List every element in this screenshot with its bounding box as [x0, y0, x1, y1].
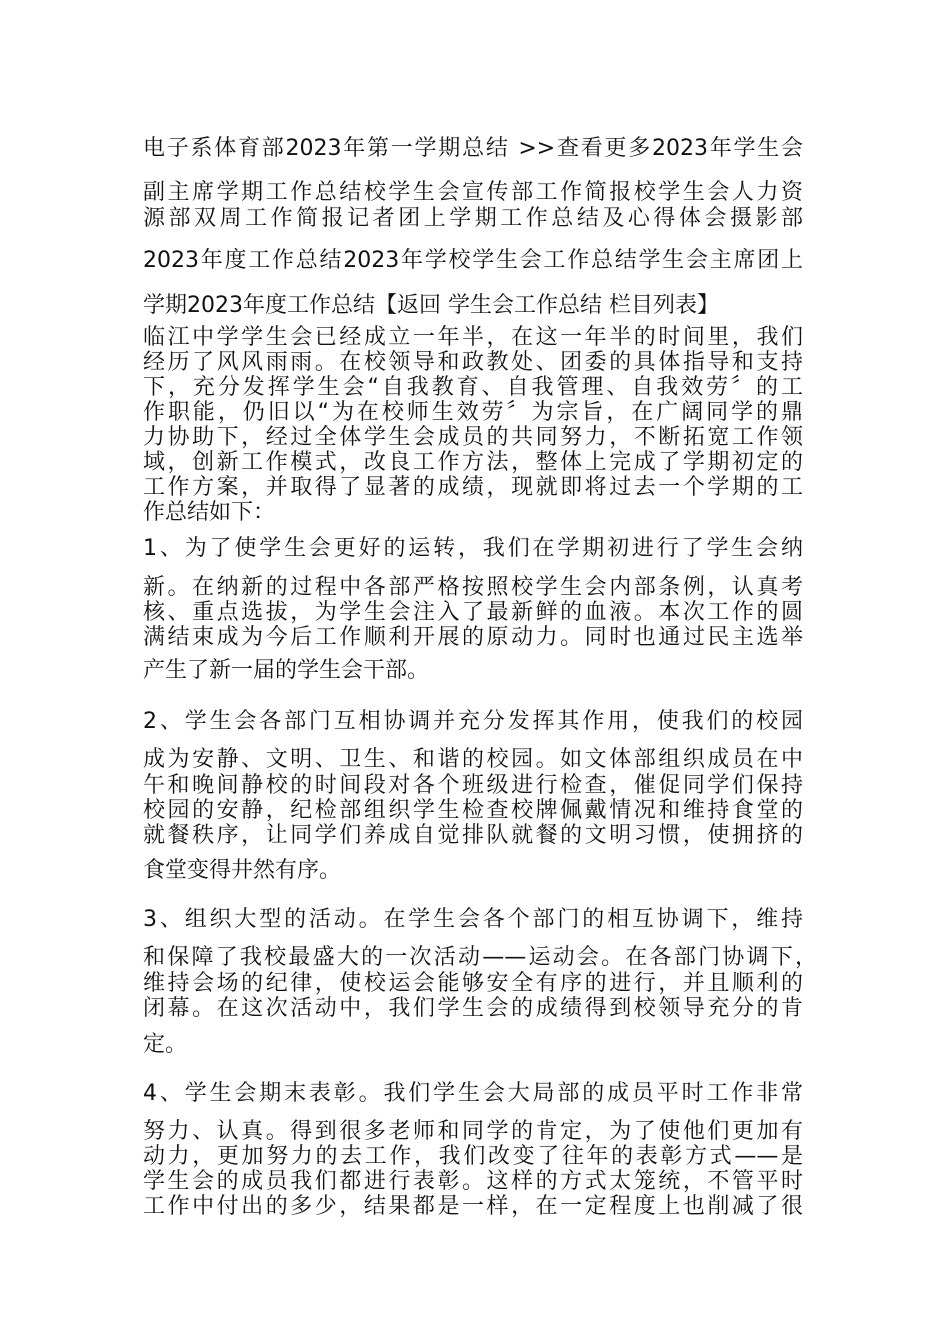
- text-line: 工作中付出的多少，结果都是一样，在一定程度上也削减了很: [143, 1194, 803, 1219]
- text-line: 2、学生会各部门互相协调并充分发挥其作用，使我们的校园: [143, 709, 803, 734]
- text-line: 2023年度工作总结2023年学校学生会工作总结学生会主席团上: [143, 248, 803, 273]
- text-line: 域，创新工作模式，改良工作方法，整体上完成了学期初定的: [143, 450, 803, 475]
- text-line: 定。: [143, 1032, 188, 1057]
- text-line: 和保障了我校最盛大的一次活动——运动会。在各部门协调下，: [143, 945, 817, 970]
- text-line: 副主席学期工作总结校学生会宣传部工作简报校学生会人力资: [143, 180, 803, 205]
- text-line: 学生会的成员我们都进行表彰。这样的方式太笼统，不管平时: [143, 1169, 803, 1194]
- text-line: 1、为了使学生会更好的运转，我们在学期初进行了学生会纳: [143, 536, 803, 561]
- text-line: 午和晚间静校的时间段对各个班级进行检查，催促同学们保持: [143, 773, 803, 798]
- text-line: 下，充分发挥学生会“自我教育、自我管理、自我效劳〞的工: [143, 375, 803, 400]
- text-line: 核、重点选拔，为学生会注入了最新鲜的血液。本次工作的圆: [143, 600, 803, 625]
- text-line: 努力、认真。得到很多老师和同学的肯定，为了使他们更加有: [143, 1119, 803, 1144]
- text-line: 作职能，仍旧以“为在校师生效劳〞为宗旨，在广阔同学的鼎: [143, 400, 803, 425]
- text-line: 动力，更加努力的去工作，我们改变了往年的表彰方式——是: [143, 1144, 803, 1169]
- text-line: 学期2023年度工作总结【返回 学生会工作总结 栏目列表】: [143, 293, 719, 318]
- text-line: 维持会场的纪律，使校运会能够安全有序的进行，并且顺利的: [143, 971, 803, 996]
- text-line: 产生了新一届的学生会干部。: [143, 658, 430, 683]
- text-line: 校园的安静，纪检部组织学生检查校牌佩戴情况和维持食堂的: [143, 798, 803, 823]
- text-line: 食堂变得井然有序。: [143, 858, 342, 883]
- text-line: 经历了风风雨雨。在校领导和政教处、团委的具体指导和支持: [143, 350, 803, 375]
- text-line: 成为安静、文明、卫生、和谐的校园。如文体部组织成员在中: [143, 747, 803, 772]
- text-line: 新。在纳新的过程中各部严格按照校学生会内部条例，认真考: [143, 575, 803, 600]
- text-line: 临江中学学生会已经成立一年半，在这一年半的时间里，我们: [143, 325, 803, 350]
- text-line: 电子系体育部2023年第一学期总结 >>查看更多2023年学生会: [143, 136, 803, 161]
- text-line: 源部双周工作简报记者团上学期工作总结及心得体会摄影部: [143, 206, 803, 231]
- text-line: 满结束成为今后工作顺利开展的原动力。同时也通过民主选举: [143, 625, 803, 650]
- text-line: 力协助下，经过全体学生会成员的共同努力，不断拓宽工作领: [143, 425, 803, 450]
- text-line: 就餐秩序，让同学们养成自觉排队就餐的文明习惯，使拥挤的: [143, 823, 803, 848]
- text-line: 4、学生会期末表彰。我们学生会大局部的成员平时工作非常: [143, 1081, 803, 1106]
- text-line: 工作方案，并取得了显著的成绩，现就即将过去一个学期的工: [143, 475, 803, 500]
- text-line: 3、组织大型的活动。在学生会各个部门的相互协调下，维持: [143, 907, 803, 932]
- text-line: 闭幕。在这次活动中，我们学生会的成绩得到校领导充分的肯: [143, 996, 803, 1021]
- text-line: 作总结如下：: [143, 500, 276, 525]
